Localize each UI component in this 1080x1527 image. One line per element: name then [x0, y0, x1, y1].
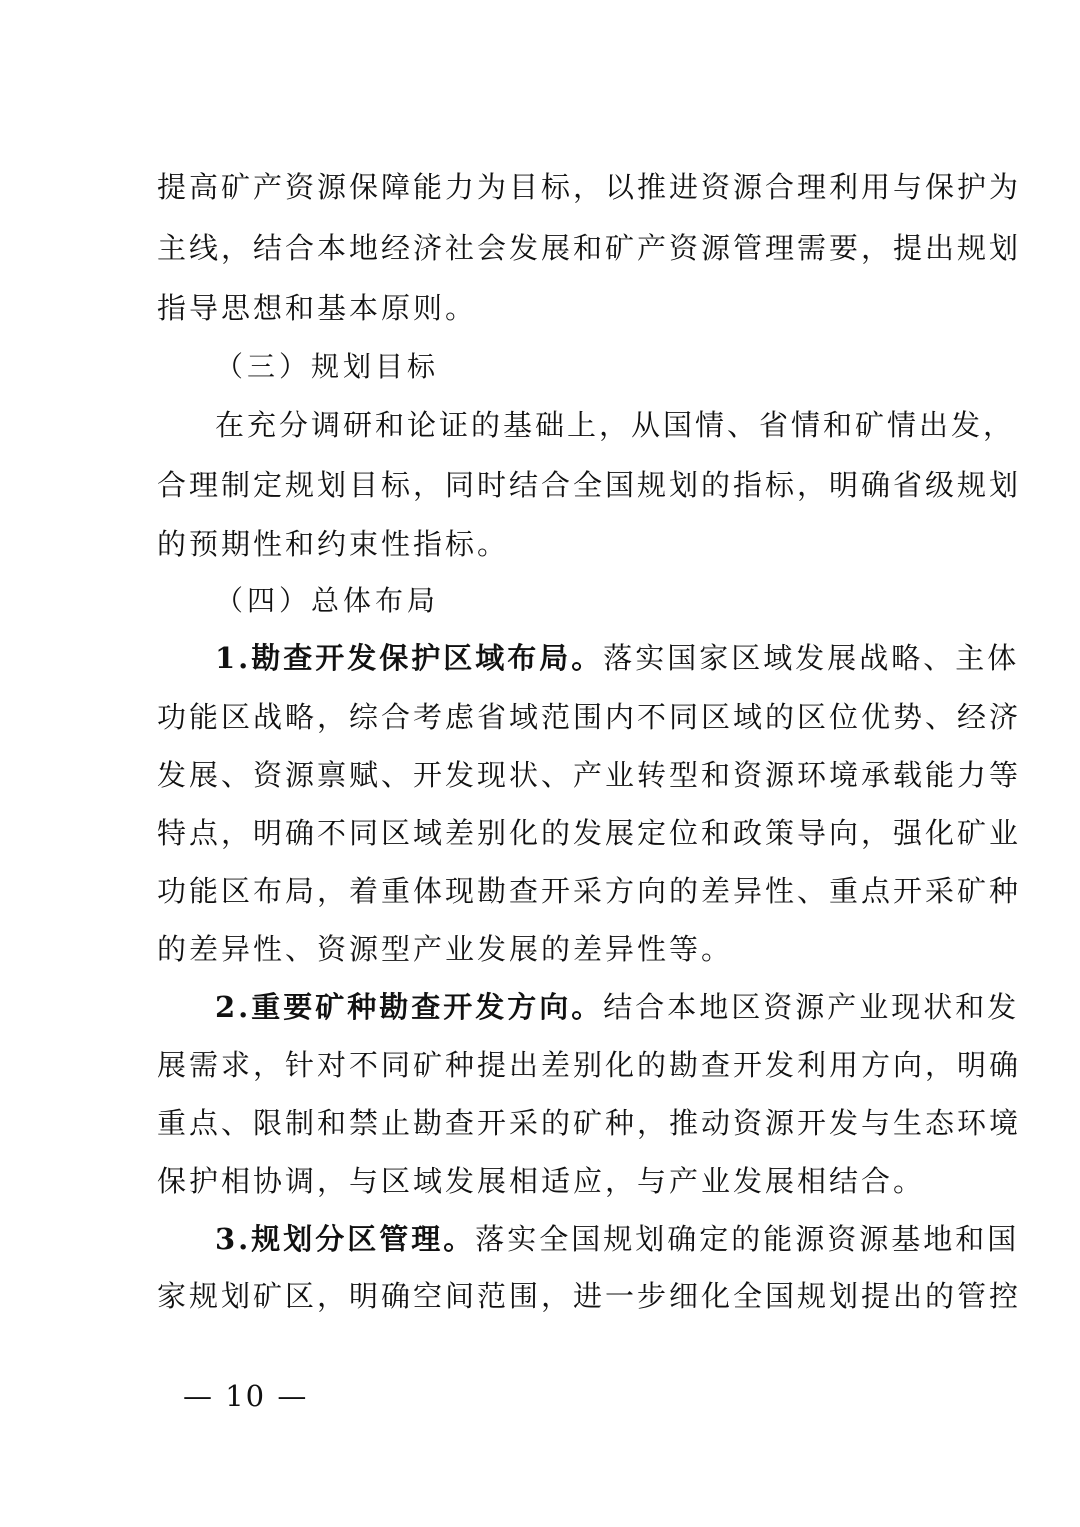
text-line: 保护相协调，与区域发展相适应，与产业发展相结合。 [157, 1164, 926, 1198]
text-line: 主线，结合本地经济社会发展和矿产资源管理需要，提出规划 [157, 231, 1022, 265]
text-line: 合理制定规划目标，同时结合全国规划的指标，明确省级规划 [157, 468, 1022, 502]
item-text: 落实全国规划确定的能源资源基地和国 [475, 1222, 1020, 1256]
text-line: 重点、限制和禁止勘查开采的矿种，推动资源开发与生态环境 [157, 1106, 1022, 1140]
text-line [215, 638, 1020, 678]
text-line [215, 987, 1020, 1027]
text-line: 提高矿产资源保障能力为目标，以推进资源合理利用与保护为 [157, 170, 1022, 204]
text-line: 展需求，针对不同矿种提出差别化的勘查开发利用方向，明确 [157, 1048, 1022, 1082]
text-line [215, 1219, 1020, 1259]
section-heading-layout: （四）总体布局 [215, 584, 440, 617]
page-number: — 10 — [183, 1379, 309, 1413]
text-line: 功能区布局，着重体现勘查开采方向的差异性、重点开采矿种 [157, 874, 1022, 908]
text-line: 发展、资源禀赋、开发现状、产业转型和资源环境承载能力等 [157, 758, 1022, 792]
text-line: 特点，明确不同区域差别化的发展定位和政策导向，强化矿业 [157, 816, 1022, 850]
text-line: 功能区战略，综合考虑省域范围内不同区域的区位优势、经济 [157, 700, 1022, 734]
text-line: 家规划矿区，明确空间范围，进一步细化全国规划提出的管控 [157, 1279, 1022, 1313]
item-text: 落实国家区域发展战略、主体 [603, 641, 1020, 675]
text-line: 的预期性和约束性指标。 [157, 527, 510, 561]
text-line: 在充分调研和论证的基础上，从国情、省情和矿情出发， [215, 408, 1016, 442]
item-text: 结合本地区资源产业现状和发 [603, 990, 1020, 1024]
text-line: 的差异性、资源型产业发展的差异性等。 [157, 932, 734, 966]
item-title: 2.重要矿种勘查开发方向。 [215, 990, 604, 1024]
section-heading-goals: （三）规划目标 [215, 350, 440, 383]
item-title: 3.规划分区管理。 [215, 1222, 476, 1256]
item-title: 1.勘查开发保护区域布局。 [215, 641, 604, 675]
text-line: 指导思想和基本原则。 [157, 291, 478, 325]
